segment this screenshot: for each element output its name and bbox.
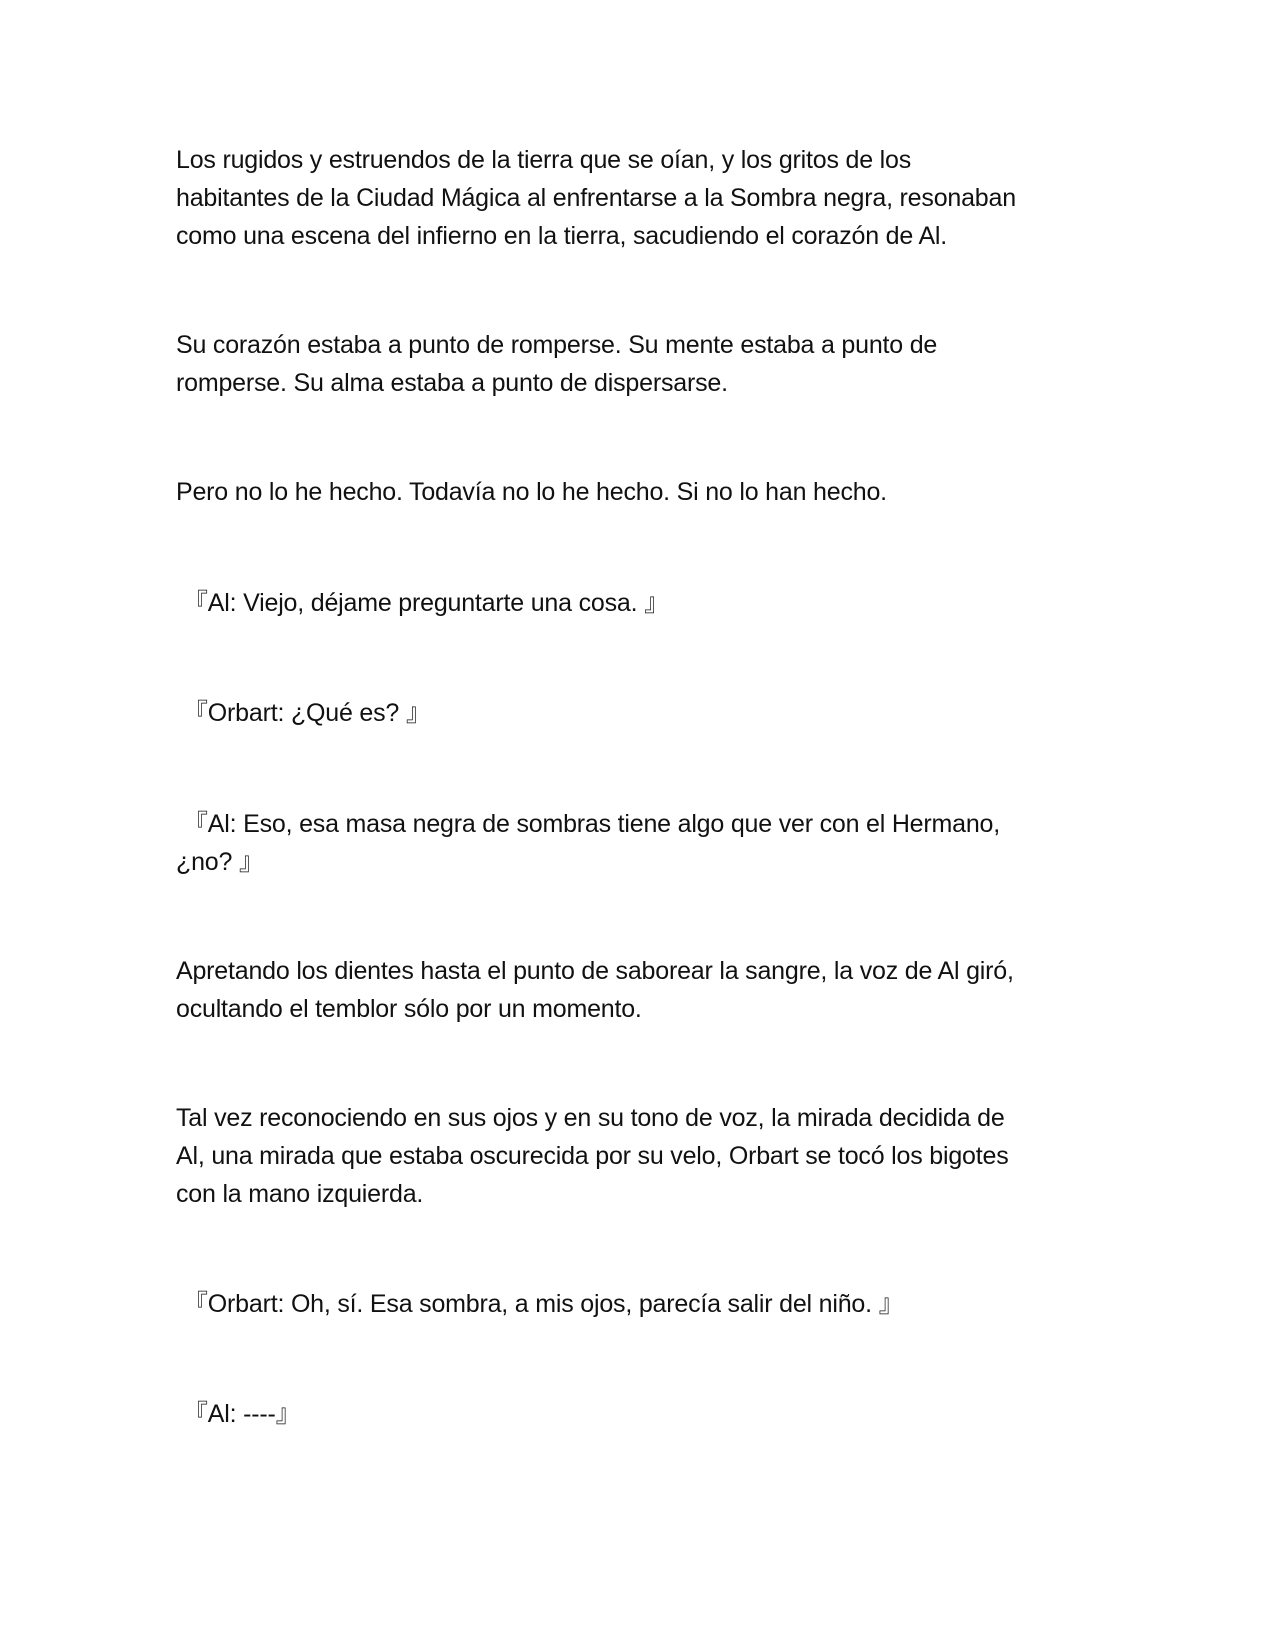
text-line: Al, una mirada que estaba oscurecida por su velo, Orbart se tocó los bigotes: [176, 1142, 1009, 1170]
text-line: ocultando el temblor sólo por un momento.: [176, 995, 642, 1023]
text-line: habitantes de la Ciudad Mágica al enfrentarse a la Sombra negra, resonaban: [176, 184, 1016, 212]
dialogue-al-2: [176, 805, 1096, 881]
text-line: 『Al: ----』: [183, 1400, 301, 1428]
text-line: como una escena del infierno en la tierra, sacudiendo el corazón de Al.: [176, 222, 948, 250]
text-line: 『Al: Viejo, déjame preguntarte una cosa. 』: [183, 589, 669, 617]
paragraph-narration-3: [176, 473, 1096, 511]
dialogue-al-3: [183, 1395, 1096, 1433]
dialogue-al-1: [183, 584, 1096, 622]
text-line: Su corazón estaba a punto de romperse. Su mente estaba a punto de: [176, 331, 938, 359]
text-line: romperse. Su alma estaba a punto de dispersarse.: [176, 369, 728, 397]
text-line: ¿no? 』: [176, 848, 264, 876]
paragraph-narration-4: [176, 952, 1096, 1028]
text-line: 『Al: Eso, esa masa negra de sombras tiene algo que ver con el Hermano,: [183, 810, 1000, 838]
text-line: con la mano izquierda.: [176, 1180, 424, 1208]
text-line: Tal vez reconociendo en sus ojos y en su tono de voz, la mirada decidida de: [176, 1104, 1005, 1132]
dialogue-orbart-2: [183, 1285, 1096, 1323]
paragraph-narration-5: [176, 1099, 1096, 1213]
text-line: Los rugidos y estruendos de la tierra que se oían, y los gritos de los: [176, 146, 912, 174]
text-line: Pero no lo he hecho. Todavía no lo he hecho. Si no lo han hecho.: [176, 478, 887, 506]
text-line: 『Orbart: Oh, sí. Esa sombra, a mis ojos, parecía salir del niño. 』: [183, 1290, 904, 1318]
paragraph-narration-2: [176, 326, 1096, 402]
text-line: 『Orbart: ¿Qué es? 』: [183, 699, 431, 727]
paragraph-narration-1: [176, 141, 1096, 255]
dialogue-orbart-1: [183, 694, 1096, 732]
text-line: Apretando los dientes hasta el punto de saborear la sangre, la voz de Al giró,: [176, 957, 1014, 985]
